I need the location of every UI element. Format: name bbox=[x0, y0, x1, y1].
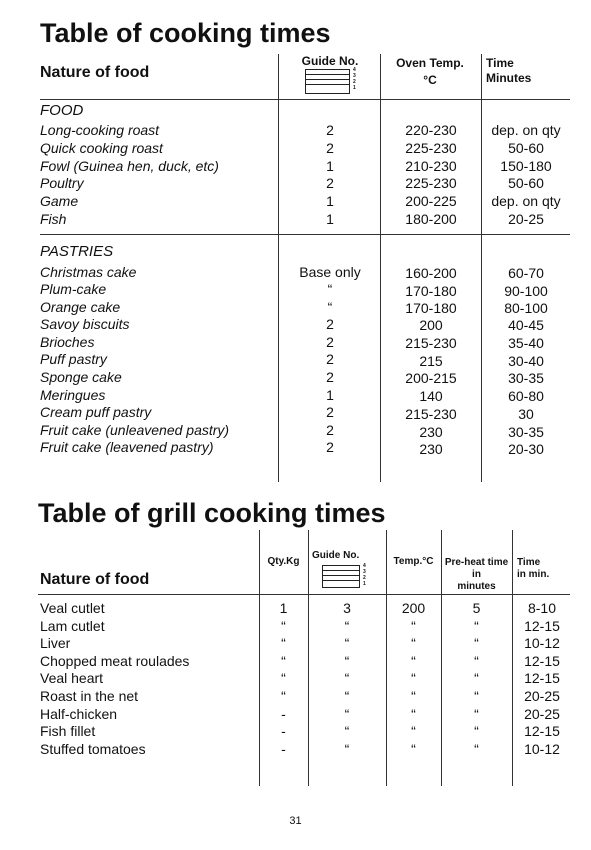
table1-section-title: FOOD bbox=[40, 102, 84, 119]
table2-cell-time: 12-15 bbox=[524, 670, 560, 687]
table2-cell-preheat: “ bbox=[474, 617, 479, 634]
table1-cell-food: Fish bbox=[40, 211, 67, 227]
table1-cell-time: 50-60 bbox=[508, 140, 544, 156]
table2-cell-temp: “ bbox=[411, 635, 416, 652]
table2-cell-preheat: 5 bbox=[472, 600, 481, 616]
table2-header-preheat-line1: Pre-heat time bbox=[444, 557, 509, 568]
table1-cell-food: Fruit cake (unleavened pastry) bbox=[40, 422, 230, 438]
table1-cell-food: Sponge cake bbox=[40, 369, 122, 385]
table2-cell-temp: “ bbox=[411, 723, 416, 740]
table2-cell-qty: - bbox=[281, 740, 286, 757]
table1-cell-guide: 2 bbox=[326, 351, 334, 367]
table2-cell-food: Veal heart bbox=[40, 670, 104, 687]
table2-cell-time: 12-15 bbox=[524, 617, 560, 634]
table1-guide-level-1: 1 bbox=[353, 85, 356, 91]
table1-cell-guide: 2 bbox=[326, 369, 334, 385]
table1-section-rule bbox=[40, 234, 570, 235]
table2-cell-food: Lam cutlet bbox=[40, 617, 105, 634]
table2-header-time-line1: Time bbox=[517, 557, 541, 568]
table1-cell-guide: 1 bbox=[326, 211, 334, 227]
table2-guide-level-4: 4 bbox=[363, 563, 366, 569]
table1-cell-temp: 170-180 bbox=[405, 283, 457, 299]
table2-cell-preheat: “ bbox=[474, 670, 479, 687]
table2-cell-qty: “ bbox=[281, 635, 286, 652]
table1-header-rule bbox=[40, 99, 570, 100]
table1-cell-food: Puff pastry bbox=[40, 351, 107, 367]
table1-header-guide: Guide No. bbox=[301, 54, 359, 68]
table1-cell-food: Game bbox=[40, 193, 79, 209]
table2-cell-food: Chopped meat roulades bbox=[40, 652, 190, 669]
table1-cell-food: Fowl (Guinea hen, duck, etc) bbox=[40, 158, 219, 174]
table1-cell-temp: 160-200 bbox=[405, 265, 457, 281]
table1-cell-time: 30-35 bbox=[508, 424, 544, 440]
table2-guide-diagram bbox=[322, 565, 360, 588]
table2-cell-preheat: “ bbox=[474, 688, 479, 704]
table1-cell-guide: “ bbox=[327, 299, 333, 315]
table2-cell-guide: “ bbox=[344, 740, 350, 757]
table1-cell-time: dep. on qty bbox=[491, 193, 561, 209]
table1-cell-temp: 225-230 bbox=[405, 140, 457, 156]
table1-cell-food: Brioches bbox=[40, 334, 95, 350]
table1-cell-guide: 2 bbox=[326, 175, 334, 191]
table2-cell-qty: “ bbox=[281, 688, 286, 704]
table2-header-time-line2: in min. bbox=[517, 569, 550, 580]
table1-header-time-line2: Minutes bbox=[486, 71, 532, 85]
table1-cell-guide: 1 bbox=[326, 387, 334, 403]
table2-cell-qty: 1 bbox=[279, 600, 288, 616]
table2-cell-temp: “ bbox=[411, 670, 416, 687]
table1-cell-temp: 215 bbox=[419, 353, 443, 369]
table2-cell-time: 12-15 bbox=[524, 652, 560, 669]
table1-cell-time: 90-100 bbox=[504, 283, 548, 299]
table1-header-temp-line1: Oven Temp. bbox=[396, 56, 464, 70]
table1-header-time bbox=[486, 56, 531, 85]
table1-cell-guide: 1 bbox=[326, 158, 334, 174]
table2-cell-qty: - bbox=[281, 723, 286, 740]
table2-cell-qty: - bbox=[281, 705, 286, 722]
table2-cell-qty: “ bbox=[281, 617, 286, 634]
table1-cell-food: Poultry bbox=[40, 175, 84, 191]
table1-cell-time: dep. on qty bbox=[491, 122, 561, 138]
table1-cell-time: 40-45 bbox=[508, 317, 544, 333]
table1-cell-temp: 220-230 bbox=[405, 122, 457, 138]
table2-header-preheat-line2: in bbox=[472, 569, 481, 580]
table1-cell-guide: 2 bbox=[326, 404, 334, 420]
table1-cell-time: 60-70 bbox=[508, 265, 544, 281]
table2-cell-food: Stuffed tomatoes bbox=[40, 740, 146, 757]
table1-cell-guide: Base only bbox=[299, 264, 361, 280]
table2-cell-time: 10-12 bbox=[524, 635, 560, 652]
table2-cell-guide: “ bbox=[344, 688, 350, 704]
table1-cell-time: 50-60 bbox=[508, 175, 544, 191]
table2-header-time bbox=[517, 557, 549, 581]
table2-cell-preheat: “ bbox=[474, 705, 479, 722]
table2-cell-guide: “ bbox=[344, 723, 350, 740]
table2-cell-time: 20-25 bbox=[524, 688, 560, 704]
table1-cell-temp: 170-180 bbox=[405, 300, 457, 316]
table2-cell-preheat: “ bbox=[474, 740, 479, 757]
table1-cell-food: Fruit cake (leavened pastry) bbox=[40, 439, 214, 455]
table1-header-temp-line2: °C bbox=[423, 73, 437, 87]
table1-header-nature: Nature of food bbox=[40, 64, 150, 81]
table1-cell-food: Orange cake bbox=[40, 299, 121, 315]
table2-cell-qty: “ bbox=[281, 670, 286, 687]
table1-cell-guide: “ bbox=[327, 281, 333, 297]
table2-cell-qty: “ bbox=[281, 652, 286, 669]
table2-cell-guide: “ bbox=[344, 617, 350, 634]
table1-cell-guide: 1 bbox=[326, 193, 334, 209]
table1-cell-temp: 200-225 bbox=[405, 193, 457, 209]
table2-header-guide: Guide No. bbox=[312, 550, 360, 561]
table1-cell-food: Quick cooking roast bbox=[40, 140, 163, 156]
table2-guide-level-1: 1 bbox=[363, 581, 366, 587]
table1-divider-guide bbox=[278, 54, 279, 482]
table2-header-preheat bbox=[441, 557, 512, 593]
table1-cell-time: 35-40 bbox=[508, 335, 544, 351]
table1-cell-time: 60-80 bbox=[508, 388, 544, 404]
table1-cell-temp: 140 bbox=[419, 388, 443, 404]
table2-cell-food: Roast in the net bbox=[40, 688, 139, 704]
table2-cell-temp: “ bbox=[411, 652, 416, 669]
table2-guide-level-2: 2 bbox=[363, 575, 366, 581]
table1-cell-time: 30 bbox=[518, 406, 534, 422]
table2-cell-temp: “ bbox=[411, 705, 416, 722]
table1-cell-time: 150-180 bbox=[500, 158, 552, 174]
table1-cell-time: 30-35 bbox=[508, 370, 544, 386]
table2-cell-food: Half-chicken bbox=[40, 705, 118, 722]
table1-section-title: PASTRIES bbox=[40, 243, 114, 260]
table2-header-rule bbox=[38, 594, 570, 595]
table1-guide-level-2: 2 bbox=[353, 79, 356, 85]
table1-cell-guide: 2 bbox=[326, 439, 334, 455]
table1-cell-temp: 180-200 bbox=[405, 211, 457, 227]
table1-guide-diagram bbox=[305, 69, 350, 94]
table1-cell-food: Christmas cake bbox=[40, 264, 137, 280]
table1-cell-time: 20-30 bbox=[508, 441, 544, 457]
table2-cell-temp: 200 bbox=[401, 600, 426, 616]
table2-cell-preheat: “ bbox=[474, 635, 479, 652]
table1-header-temp bbox=[380, 56, 480, 87]
table1-cell-guide: 2 bbox=[326, 334, 334, 350]
table2-cell-temp: “ bbox=[411, 617, 416, 634]
table1-cell-temp: 210-230 bbox=[405, 158, 457, 174]
table2-cell-time: 8-10 bbox=[527, 600, 557, 616]
table1-cell-temp: 230 bbox=[419, 424, 443, 440]
table1-cell-guide: 2 bbox=[326, 316, 334, 332]
table2-cell-guide: “ bbox=[344, 652, 350, 669]
table2-cell-food: Fish fillet bbox=[40, 723, 96, 740]
table2-cell-temp: “ bbox=[411, 740, 416, 757]
table2-cell-time: 10-12 bbox=[524, 740, 560, 757]
table2-cell-guide: “ bbox=[344, 670, 350, 687]
table2-guide-level-3: 3 bbox=[363, 569, 366, 575]
table1-cell-temp: 200-215 bbox=[405, 370, 457, 386]
table2-cell-preheat: “ bbox=[474, 652, 479, 669]
table1-cell-food: Savoy biscuits bbox=[40, 316, 130, 332]
table2-cell-food: Veal cutlet bbox=[40, 600, 105, 616]
table1-cell-temp: 215-230 bbox=[405, 335, 457, 351]
table1-guide-level-3: 3 bbox=[353, 73, 356, 79]
table1-cell-time: 20-25 bbox=[508, 211, 544, 227]
table2-cell-guide: 3 bbox=[343, 600, 351, 616]
table1-cell-food: Long-cooking roast bbox=[40, 122, 160, 138]
table1-cell-temp: 215-230 bbox=[405, 406, 457, 422]
table1-cell-guide: 2 bbox=[326, 140, 334, 156]
table1-cell-temp: 200 bbox=[419, 317, 443, 333]
table2-cell-time: 20-25 bbox=[524, 705, 560, 722]
page-number: 31 bbox=[289, 815, 302, 827]
table1-cell-food: Meringues bbox=[40, 387, 106, 403]
table1-cell-temp: 225-230 bbox=[405, 175, 457, 191]
table1-guide-level-4: 4 bbox=[353, 67, 356, 73]
table2-cell-preheat: “ bbox=[474, 723, 479, 740]
table2-cell-guide: “ bbox=[344, 635, 350, 652]
table2-header-preheat-line3: minutes bbox=[457, 581, 496, 592]
table1-cell-food: Cream puff pastry bbox=[40, 404, 152, 420]
table1-header-time-line1: Time bbox=[486, 56, 514, 70]
table2-cell-guide: “ bbox=[344, 705, 350, 722]
table2-cell-temp: “ bbox=[411, 688, 416, 704]
table1-title: Table of cooking times bbox=[40, 18, 331, 48]
table2-title: Table of grill cooking times bbox=[38, 498, 386, 528]
table1-cell-guide: 2 bbox=[326, 422, 334, 438]
table2-header-temp: Temp.°C bbox=[393, 556, 434, 567]
table2-header-qty: Qty.Kg bbox=[267, 556, 300, 567]
table1-cell-food: Plum-cake bbox=[40, 281, 107, 297]
table2-header-nature: Nature of food bbox=[40, 571, 150, 588]
table2-cell-food: Liver bbox=[40, 635, 71, 652]
table1-cell-time: 80-100 bbox=[504, 300, 548, 316]
table1-cell-time: 30-40 bbox=[508, 353, 544, 369]
table2-cell-time: 12-15 bbox=[524, 723, 560, 740]
table1-cell-temp: 230 bbox=[419, 441, 443, 457]
table1-cell-guide: 2 bbox=[326, 122, 334, 138]
